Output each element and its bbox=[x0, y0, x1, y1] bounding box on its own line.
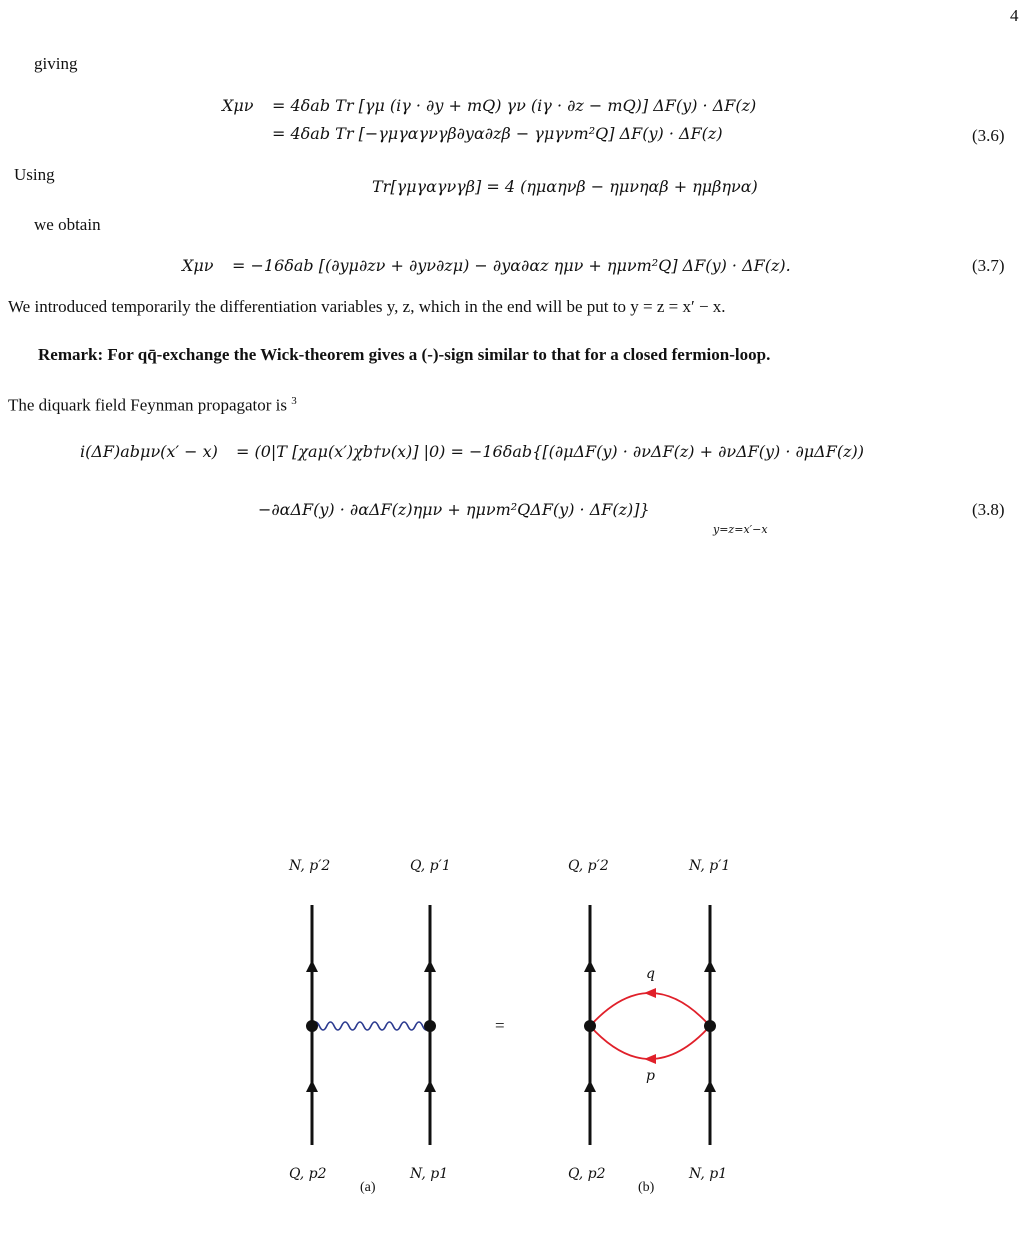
diagram-b bbox=[584, 905, 716, 1145]
diagram-b-arrow-top-left bbox=[584, 960, 596, 972]
diagram-b-loop-label-p: p bbox=[646, 1068, 655, 1084]
diagram-a-label-top-right: Q, p′1 bbox=[410, 858, 451, 874]
eq38-number: (3.8) bbox=[972, 500, 1005, 519]
diagram-a-label-top-left: N, p′2 bbox=[289, 858, 331, 874]
eq36-lhs: Xμν bbox=[222, 96, 254, 115]
diagram-b-label-top-left: Q, p′2 bbox=[568, 858, 609, 874]
diagram-a-boson-line bbox=[312, 1022, 430, 1030]
diagram-b-loop-arrow-top bbox=[644, 988, 656, 998]
diagram-a-caption: (a) bbox=[360, 1180, 376, 1195]
diagram-b-vertex-right bbox=[704, 1020, 716, 1032]
eq38-lhs: i(ΔF)abμν(x′ − x) bbox=[80, 442, 218, 461]
text-using: Using bbox=[14, 165, 55, 184]
diagram-a-arrow-top-left bbox=[306, 960, 318, 972]
diagram-b-arrow-top-right bbox=[704, 960, 716, 972]
diagram-a-arrow-top-right bbox=[424, 960, 436, 972]
eq38-line2: −∂αΔF(y) · ∂αΔF(z)ημν + ημνm²QΔF(y) · ΔF(z)]} bbox=[258, 500, 650, 519]
diagram-b-loop-bottom bbox=[590, 1026, 710, 1059]
page-number: 4 bbox=[1010, 6, 1019, 25]
diagram-b-arrow-bottom-left bbox=[584, 1080, 596, 1092]
eq38-line1: = (0|T [χaμ(x′)χb†ν(x)] |0) = −16δab{[(∂μΔF(y) · ∂νΔF(z) + ∂νΔF(y) · ∂μΔF(z)) bbox=[236, 442, 864, 461]
text-giving: giving bbox=[34, 54, 78, 73]
eq37-lhs: Xμν bbox=[182, 256, 214, 275]
propagator-intro-text: The diquark field Feynman propagator is bbox=[8, 395, 288, 415]
diagram-b-arrow-bottom-right bbox=[704, 1080, 716, 1092]
eq38-subscript: y=z=x′−x bbox=[713, 523, 768, 536]
text-we-obtain: we obtain bbox=[34, 215, 101, 234]
diagram-a-label-bottom-right: N, p1 bbox=[410, 1166, 449, 1182]
diagram-b-label-top-right: N, p′1 bbox=[689, 858, 731, 874]
eq37-number: (3.7) bbox=[972, 256, 1005, 275]
feynman-diagram bbox=[0, 840, 1029, 1220]
text-propagator-intro bbox=[8, 391, 297, 416]
eq37-rhs: = −16δab [(∂yμ∂zν + ∂yν∂zμ) − ∂yα∂αz ημν + ημνm²Q] ΔF(y) · ΔF(z). bbox=[232, 256, 791, 275]
eq36-line1: = 4δab Tr [γμ (iγ · ∂y + mQ) γν (iγ · ∂z − mQ)] ΔF(y) · ΔF(z) bbox=[272, 96, 757, 115]
diagram-a-arrow-bottom-left bbox=[306, 1080, 318, 1092]
footnote-marker: 3 bbox=[291, 395, 297, 407]
diagram-b-caption: (b) bbox=[638, 1180, 655, 1195]
diagram-equals: = bbox=[495, 1016, 505, 1035]
eq36-number: (3.6) bbox=[972, 126, 1005, 145]
diagram-b-vertex-left bbox=[584, 1020, 596, 1032]
remark: Remark: For qq̄-exchange the Wick-theorem gives a (-)-sign similar to that for a closed fermion-loop. bbox=[38, 345, 771, 364]
diagram-b-loop-label-q: q bbox=[646, 966, 655, 982]
diagram-b-loop-arrow-bottom bbox=[644, 1054, 656, 1064]
diagram-b-label-bottom-right: N, p1 bbox=[689, 1166, 728, 1182]
diagram-a bbox=[306, 905, 436, 1145]
diagram-b-loop-top bbox=[590, 993, 710, 1026]
eq36-line2: = 4δab Tr [−γμγαγνγβ∂yα∂zβ − γμγνm²Q] ΔF(y) · ΔF(z) bbox=[272, 124, 723, 143]
diagram-a-arrow-bottom-right bbox=[424, 1080, 436, 1092]
diagram-a-vertex-right bbox=[424, 1020, 436, 1032]
diagram-a-label-bottom-left: Q, p2 bbox=[289, 1166, 327, 1182]
diagram-a-vertex-left bbox=[306, 1020, 318, 1032]
diagram-b-label-bottom-left: Q, p2 bbox=[568, 1166, 606, 1182]
trace-identity: Tr[γμγαγνγβ] = 4 (ημαηνβ − ημνηαβ + ημβηνα) bbox=[372, 177, 758, 196]
text-introduced: We introduced temporarily the differentiation variables y, z, which in the end will be put to y = z = x′ − x. bbox=[8, 297, 726, 316]
